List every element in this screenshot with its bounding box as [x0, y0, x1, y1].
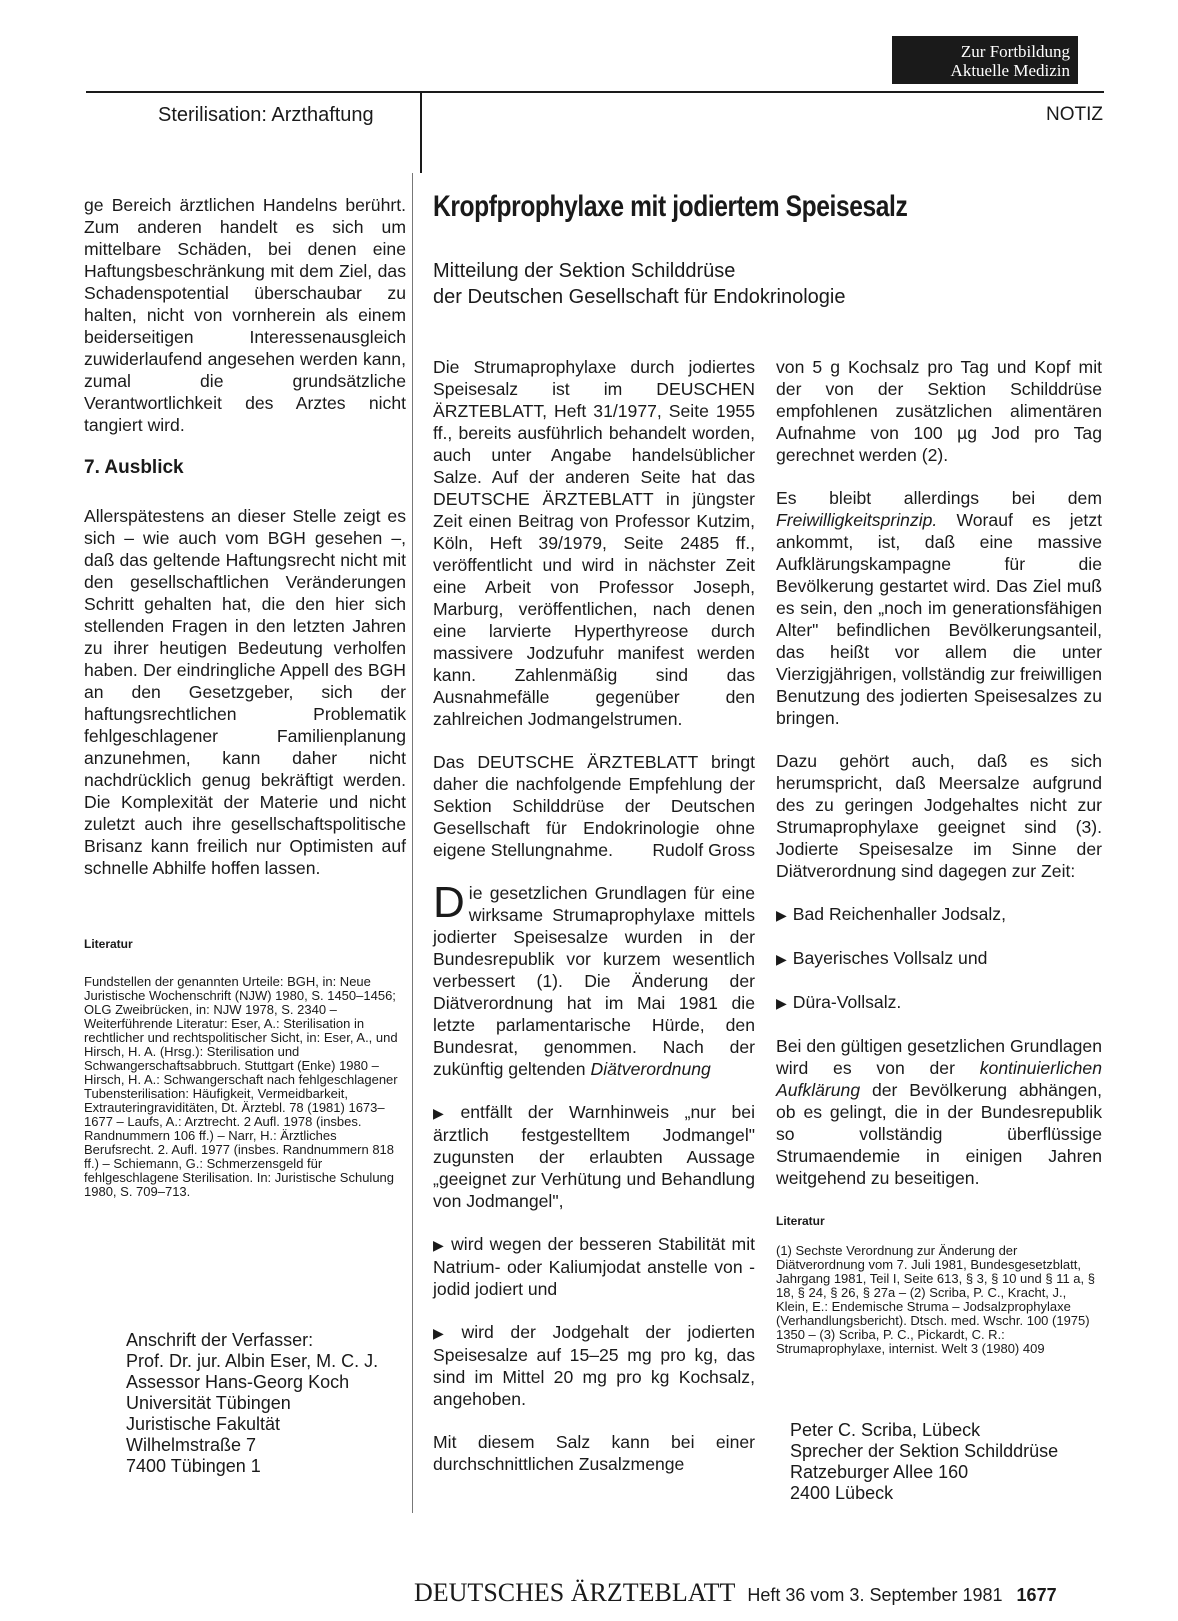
col3-paragraph-1: von 5 g Kochsalz pro Tag und Kopf mit der von der Sektion Schilddrüse empfohlenen zusätzlichen alimentären Aufnahme von 100 µg Jod pro Tag gerechnet werden (2). [776, 357, 1102, 465]
bullet-item: ▶ wird der Jodgehalt der jodierten Speisesalze auf 15–25 mg pro kg, das sind im Mittel 20 mg pro kg Kochsalz, angehoben. [433, 1321, 755, 1410]
col1-paragraph-2: Allerspätestens an dieser Stelle zeigt es sich – wie auch vom BGH gesehen –, daß das geltende Haftungsrecht nicht mit den gesellschaftlichen Veränderungen Schritt gehalten hat, die den hier sich stellenden Fragen in den letzten Jahren zu ihrer heutigen Bedeutung verholfen haben. Der eindringliche Appell des BGH an den Gesetzgeber, sich der haftungsrechtlichen Problematik fehlgeschlagener Familienplanung anzunehmen, kann daher nicht nachdrücklich genug bekräftigt werden. Die Komplexität der Materie und nicht zuletzt auch ihre gesellschaftspolitische Brisanz kann freilich nur Optimisten auf schnelle Abhilfe hoffen lassen. [84, 506, 406, 878]
issue-info: Heft 36 vom 3. September 1981 [747, 1585, 1003, 1605]
text-run-italic: Freiwilligkeitsprinzip. [776, 510, 938, 530]
col2-paragraph-1: Die Strumaprophylaxe durch jodiertes Speisesalz ist im DEUSCHEN ÄRZTEBLATT, Heft 31/1977, Seite 1955 ff., bereits ausführlich behandelt worden, auch unter Angabe handelsüblicher Salze. Auf der anderen Seite hat das DEUTSCHE ÄRZTEBLATT in jüngster Zeit einen Beitrag von Professor Kutzim, Köln, Heft 39/1979, Seite 2485 ff., veröffentlicht und wird in nächster Zeit eine Arbeit von Professor Joseph, Marburg, veröffentlichen, nach denen eine larvierte Hyperthyreose durch massivere Jodzufuhr manifest werden kann. Zahlenmäßig sind das Ausnahmefälle gegenüber den zahlreichen Jodmangelstrumen. [433, 357, 755, 729]
badge-line-2: Aktuelle Medizin [950, 61, 1070, 80]
col3-paragraph-3: Dazu gehört auch, daß es sich herumspricht, daß Meersalze aufgrund des zu geringen Jodgehaltes nicht zur Strumaprophylaxe geeignet sind (3). Jodierte Speisesalze im Sinne der Diätverordnung sind dagegen zur Zeit: [776, 751, 1102, 881]
author-address-1 [126, 1330, 378, 1477]
text-run: Worauf es jetzt ankommt, ist, daß eine massive Aufklärungskampagne für die Bevölkerung gestartet wird. Das Ziel muß es sein, den „noch im generationsfähigen Alter" befindlichen Bevölkerungsanteil, das heißt vor allem die unter Vierzigjährigen, vollständig zur freiwilligen Benutzung des jodierten Speisesalzes zu bringen. [776, 510, 1103, 728]
literature-heading-1: Literatur [84, 937, 133, 951]
col2-paragraph-4: Mit diesem Salz kann bei einer durchschnittlichen Zusalzmenge [433, 1432, 755, 1474]
address-line: Sprecher der Sektion Schilddrüse [790, 1441, 1059, 1461]
literature-text-2: (1) Sechste Verordnung zur Änderung der Diätverordnung vom 7. Juli 1981, Bundesgesetzblatt, Jahrgang 1981, Teil I, Seite 613, § 3, § 10 und § 11 a, § 18, § 24, § 26, § 27a – (2) Scriba, P. C., Kracht, J., Klein, E.: Endemische Struma – Jodsalzprophylaxe (Verhandlungsbericht). Dtsch. med. Wschr. 100 (1975) 1350 – (3) Scriba, P. C., Pickardt, C. R.: Strumaprophylaxe, internist. Welt 3 (1980) 409 [776, 1243, 1095, 1356]
article-subtitle [433, 258, 993, 310]
section-badge [892, 36, 1078, 84]
address-line: Peter C. Scriba, Lübeck [790, 1420, 981, 1440]
article-title: Kropfprophylaxe mit jodiertem Speisesalz [433, 190, 908, 223]
badge-line-1: Zur Fortbildung [960, 42, 1070, 61]
running-head-right: NOTIZ [1046, 104, 1103, 125]
page-footer [414, 1578, 1057, 1608]
header-rule [86, 91, 1104, 93]
salt-list-item: ▶ Bad Reichenhaller Jodsalz, [776, 903, 1102, 926]
column-3 [776, 356, 1102, 1356]
bullet-item: ▶ entfällt der Warnhinweis „nur bei ärztlich festgestelltem Jodmangel" zugunsten der erlaubten Aussage „geeignet zur Verhütung und Behandlung von Jodmangel", [433, 1101, 755, 1212]
bullet-item: ▶ wird wegen der besseren Stabilität mit Natrium- oder Kaliumjodat anstelle von -jodid jodiert und [433, 1233, 755, 1300]
lead-text: ie gesetzlichen Grundlagen für eine wirksame Strumaprophylaxe mittels jodierter Speisesalze wurden in der Bundesrepublik vor kurzem wesentlich verbessert (1). Die Änderung der Diätverordnung hat im Mai 1981 die letzte parlamentarische Hürde, den Bundesrat, genommen. Nach der zukünftig geltenden [433, 883, 755, 1079]
subtitle-line-2: der Deutschen Gesellschaft für Endokrinologie [433, 286, 846, 308]
running-head-left: Sterilisation: Arzthaftung [158, 104, 374, 126]
address-line: Prof. Dr. jur. Albin Eser, M. C. J. [126, 1351, 379, 1371]
literature-heading-2: Literatur [776, 1214, 825, 1228]
lead-text-italic: Diätverordnung [590, 1059, 711, 1079]
section-heading: 7. Ausblick [84, 457, 184, 478]
column-2 [433, 356, 755, 1496]
journal-name: DEUTSCHES ÄRZTEBLATT [414, 1578, 736, 1607]
salt-list-item: ▶ Bayerisches Vollsalz und [776, 947, 1102, 970]
col3-paragraph-4 [776, 1035, 1102, 1189]
subtitle-line-1: Mitteilung der Sektion Schilddrüse [433, 260, 736, 282]
author-address-2 [790, 1420, 1058, 1504]
address-line: Anschrift der Verfasser: [126, 1330, 314, 1350]
text-run: der Bevölkerung abhängen, ob es gelingt, die in der Bundesrepublik so vollständig überflüssige Strumaendemie in einigen Jahren weitgehend zu beseitigen. [776, 1080, 1102, 1188]
address-line: Assessor Hans-Georg Koch [126, 1372, 350, 1392]
address-line: Wilhelmstraße 7 [126, 1435, 257, 1455]
editor-note: Das DEUTSCHE ÄRZTEBLATT bringt daher die nachfolgende Empfehlung der Sektion Schilddrüse der Deutschen Gesellschaft für Endokrinologie ohne eigene Stellungnahme. [433, 752, 755, 860]
literature-text-1: Fundstellen der genannten Urteile: BGH, in: Neue Juristische Wochenschrift (NJW) 1980, S. 1450–1456; OLG Zweibrücken, in: NJW 1978, S. 2340 – Weiterführende Literatur: Eser, A.: Sterilisation in rechtlicher und rechtspolitischer Sicht, in: Eser, A., und Hirsch, H. A. (Hrsg.): Sterilisation und Schwangerschaftsabbruch. Stuttgart (Enke) 1980 – Hirsch, H. A.: Schwangerschaft nach fehlgeschlagener Tubensterilisation: Häufigkeit, Vermeidbarkeit, Extrauteringraviditäten, Dt. Ärztebl. 78 (1981) 1673–1677 – Laufs, A.: Arztrecht. 2 Aufl. 1978 (insbes. Randnummern 106 ff.) – Narr, H.: Ärztliches Berufsrecht. 2. Aufl. 1977 (insbes. Randnummern 818 ff.) – Schiemann, G.: Schmerzensgeld für fehlgeschlagene Sterilisation. In: Juristische Schulung 1980, S. 709–713. [84, 974, 398, 1199]
page-number: 1677 [1016, 1585, 1057, 1605]
header-divider [420, 91, 422, 173]
col2-paragraph-3 [433, 878, 755, 1080]
address-line: Juristische Fakultät [126, 1414, 281, 1434]
salt-list-item: ▶ Düra-Vollsalz. [776, 991, 1102, 1014]
text-run: Bei den gültigen gesetzlichen Grundlagen wird es von der [776, 1036, 1102, 1078]
address-line: 7400 Tübingen 1 [126, 1456, 261, 1476]
text-run: Es bleibt allerdings bei dem [776, 488, 1102, 508]
drop-cap: D [433, 878, 465, 927]
editor-signature: Rudolf Gross [652, 840, 755, 860]
col1-paragraph-1: ge Bereich ärztlichen Handelns berührt. Zum anderen handelt es sich um mittelbare Schäden, bei denen eine Haftungsbeschränkung mit dem Ziel, das Schadenspotential überschaubar zu halten, nicht von vornherein als einem beiderseitigen Interessenausgleich zuwiderlaufend angesehen werden kann, zumal die grundsätzliche Verantwortlichkeit des Arztes nicht tangiert wird. [84, 195, 406, 435]
address-line: 2400 Lübeck [790, 1483, 894, 1503]
address-line: Ratzeburger Allee 160 [790, 1462, 969, 1482]
column-divider [412, 173, 413, 1513]
column-1 [84, 194, 406, 1199]
address-line: Universität Tübingen [126, 1393, 291, 1413]
col3-paragraph-2 [776, 487, 1102, 729]
col2-paragraph-2 [433, 751, 755, 861]
text-run-italic: kontinuierlichen Aufklärung [776, 1058, 1102, 1100]
